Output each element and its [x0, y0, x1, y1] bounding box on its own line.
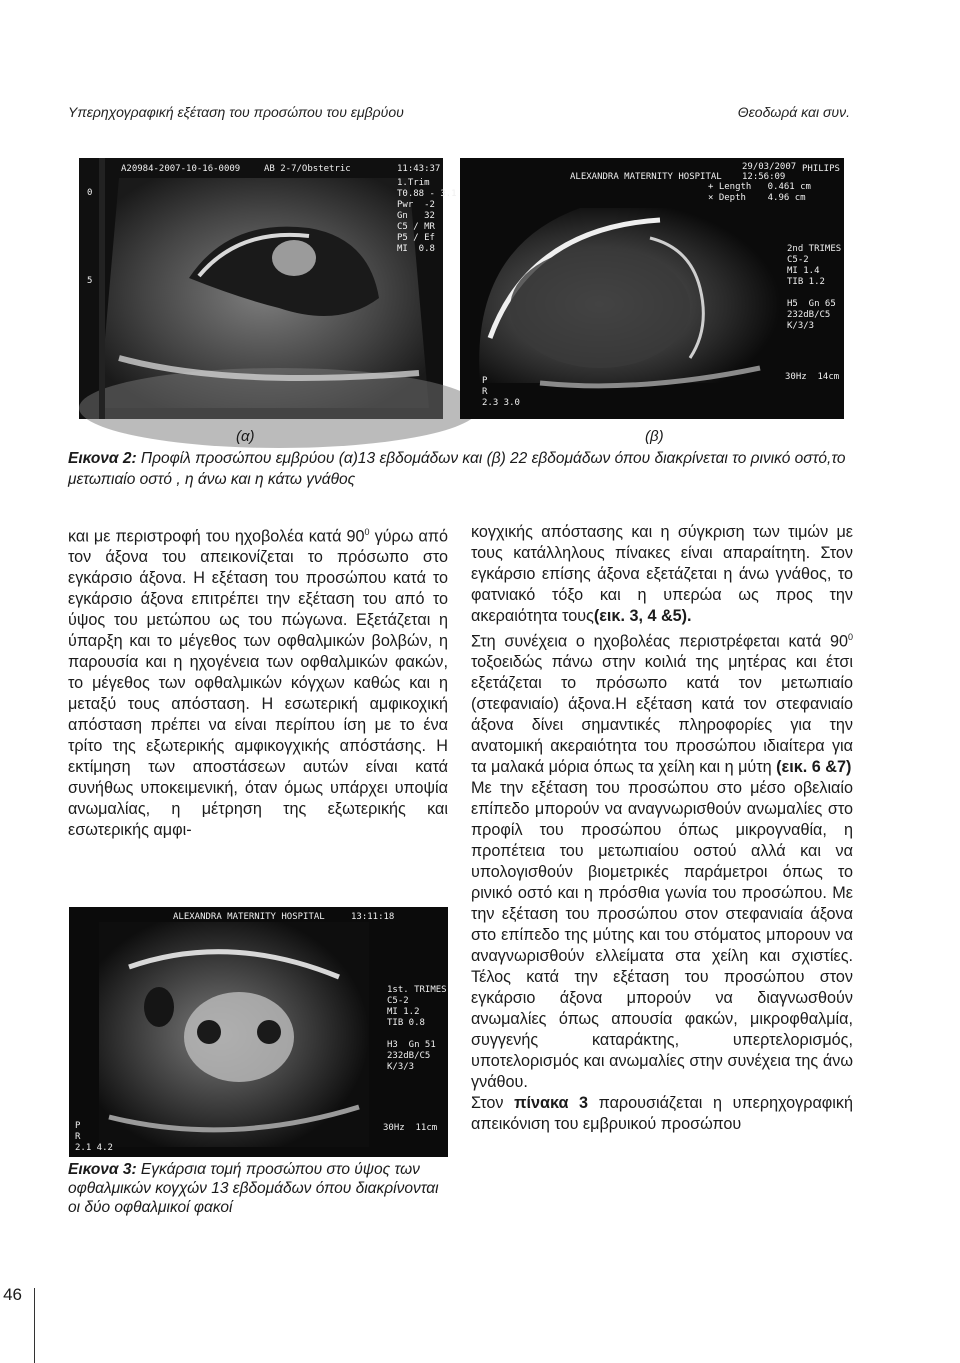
running-header-authors: Θεοδωρά και συν. — [737, 104, 850, 120]
right-text-4a: Στον — [471, 1094, 515, 1113]
right-text-2b: τοξοειδώς πάνω στην κοιλιά της μητέρας και έτσι εξετάζεται το πρόσωπο κατά τον μετωπιαίο (στεφανιαίο) άξονα.Η εξέταση κατά τον στεφανιαίο άξονα δίνει σημαντικές πληροφορίες για την ανατομική ακεραιότητα του προσώπου ιδιαίτερα για τα μαλακά μόρια όπως τα χείλη και η μύτη — [471, 653, 853, 777]
right-text-4b: παρουσιάζεται η υπερηχογραφική απεικόνιση του εμβρυικού προσώπου — [471, 1094, 853, 1134]
body-column-left — [68, 522, 448, 841]
ultrasound-image-2a — [79, 158, 457, 419]
left-text-2: γύρω από τον άξονα του απεικονίζεται το πρόσωπο στο εγκάρσιο άξονα. Η εξέταση του προσώπου κατά το εγκάρσιο άξονα επιτρέπει την εξέταση του από το ύψος του μετώπου ως του πώγωνα. Εξετάζεται η ύπαρξη και το μέγεθος των οφθαλμικών βολβών, η παρουσία και η ηχογένεια των οφθαλμικών φακών, το μέγεθος των οφθαλμικών κόγχων καθώς και η μεταξύ τους απόσταση. Η εσωτερική αμφικοχική απόσταση πρέπει να είναι περίπου ίση με το ένα τρίτο της εξωτερικής αμφικογχικής απόστάσης. Η εκτίμηση των αποστάσεων αυτών είναι κατά συνήθως υποκειμενική, όταν όμως υπάρχει υποψία ανωμαλίας, η μέτρηση της εξωτερικής και εσωτερικής αμφι- — [68, 527, 448, 840]
figure3-caption-text: Εγκάρσια τομή προσώπου στο ύψος των οφθαλμικών κογχών 13 εβδομάδων όπου διακρίνονται οι δύο οφθαλμικοί φακοί — [68, 1161, 439, 1216]
right-paragraph-4 — [471, 1093, 853, 1135]
ultrasound-2b-freq: 30Hz 14cm — [785, 372, 840, 382]
right-paragraph-1 — [471, 522, 853, 627]
ultrasound-2b-brand: PHILIPS — [802, 164, 840, 174]
right-text-1: κογχικής απόστασης και η σύγκριση των τιμών με τους κατάλληλους πίνακες είναι απαραίτητη. Στον εγκάρσιο επίσης άξονα εξετάζεται η άνω γνάθος, το φατνιακό τόξο και η υπερώα ως προς την ακεραιότητα τους — [471, 523, 853, 625]
ultrasound-2a-graphic — [79, 158, 443, 419]
body-column-right — [471, 522, 853, 1135]
ultrasound-3-corner: P R 2.1 4.2 — [75, 1121, 113, 1153]
ultrasound-3-time: 13:11:18 — [351, 912, 395, 922]
ultrasound-2b-params: 2nd TRIMES C5-2 MI 1.4 TIB 1.2 H5 Gn 65 232dB/C5 K/3/3 — [787, 244, 842, 331]
ultrasound-2a-id: A20984-2007-10-16-0009 — [121, 164, 241, 174]
page-margin-rule — [34, 1288, 35, 1363]
figure2-caption — [68, 448, 898, 490]
ultrasound-2b-corner: P R 2.3 3.0 — [482, 376, 520, 408]
right-paragraph-2 — [471, 627, 853, 778]
table-ref: πίνακα 3 — [514, 1094, 589, 1113]
ultrasound-2a-time: 11:43:37 — [397, 164, 441, 174]
ultrasound-2a-params: 1.Trim T0.88 - 3.1 Pwr -2 Gn 32 C5 / MR P5 / Ef MI 0.8 — [397, 178, 457, 254]
ultrasound-2b-date: 29/03/2007 — [742, 162, 797, 172]
left-text-1: και με περιστροφή του ηχοβολέα κατά 90 — [68, 527, 365, 546]
ultrasound-2b-measure: + Length 0.461 cm × Depth 4.96 cm — [708, 182, 811, 203]
figure2-caption-title: Εικονα 2: — [68, 450, 137, 467]
right-ref-2: (εικ. 6 &7) — [776, 758, 852, 777]
ultrasound-2a-depth-scale: 0 5 — [87, 188, 93, 286]
ultrasound-image-2b — [460, 158, 844, 419]
page-number: 46 — [3, 1285, 22, 1304]
ultrasound-3-hospital: ALEXANDRA MATERNITY HOSPITAL — [173, 912, 325, 922]
running-header-title: Υπερηχογραφική εξέταση του προσώπου του εμβρύου — [68, 104, 404, 120]
right-text-2: Στη συνέχεια ο ηχοβολέας περιστρέφεται κατά 90 — [471, 632, 848, 651]
ultrasound-2a-probe: AB 2-7/Obstetric — [264, 164, 351, 174]
ultrasound-3-freq: 30Hz 11cm — [383, 1123, 438, 1133]
ultrasound-3-params: 1st. TRIMES C5-2 MI 1.2 TIB 0.8 H3 Gn 51 232dB/C5 K/3/3 — [387, 985, 447, 1072]
figure3-caption-title: Εικονα 3: — [68, 1161, 137, 1178]
figure3-caption — [68, 1160, 452, 1217]
left-paragraph — [68, 522, 448, 841]
right-paragraph-3: Με την εξέταση του προσώπου στο μέσο οβελιαίο επίπεδο μπορούν να αναγνωρισθούν ανωμαλίες στο προφίλ του προσώπου όπως μικρογναθία, η προπέτεια του μετωπιαίου οστού αλλά και να υπολογισθούν βιομετρικές παράμετροι όπως το ρινικό οστό και η πρόσθια γωνία του προσώπου. Με την εξέταση του προσώπου στον στεφανιαία άξονα στο επίπεδο της μύτης και του στόματος μπορουν να αναγνωρισθούν ελλείματα στα χείλη και σχιστίες. Τέλος κατά την εξέταση του προσώπου στον εγκάρσιο άξονα μπορούν να διαγνωσθούν ανωμαλίες όπως απουσία φακών, μικροφθαλμία, συγγενής καταράκτης, υπερτελορισμός, υποτελορισμός και ανωμαλίες στην συνέχεια της άνω γνάθου. — [471, 779, 853, 1092]
right-ref-1: (εικ. 3, 4 &5). — [593, 607, 692, 625]
ultrasound-2b-time: 12:56:09 — [742, 172, 786, 182]
degree-sup: 0 — [364, 527, 370, 537]
figure2-label-b: (β) — [645, 428, 664, 445]
ultrasound-image-3 — [69, 907, 448, 1157]
ultrasound-2b-hospital: ALEXANDRA MATERNITY HOSPITAL — [570, 172, 722, 182]
figure2-label-a: (α) — [236, 428, 255, 445]
degree-sup: 0 — [847, 632, 853, 642]
figure2-caption-text: Προφίλ προσώπου εμβρύου (α)13 εβδομάδων και (β) 22 εβδομάδων όπου διακρίνεται το ρινικό οστό,το μετωπιαίο οστό , η άνω και η κάτω γνάθος — [68, 450, 846, 488]
